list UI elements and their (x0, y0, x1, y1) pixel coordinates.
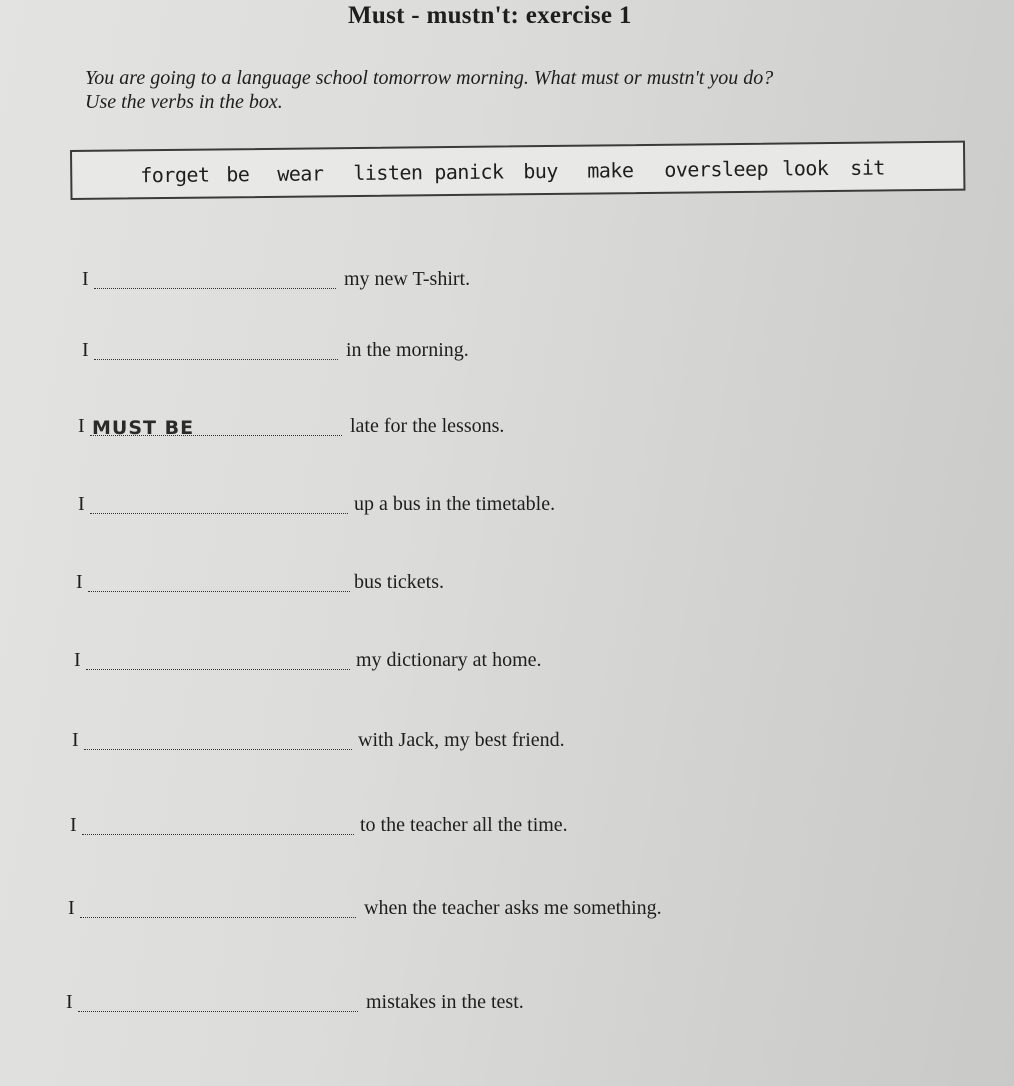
verb-forget: forget (140, 162, 210, 188)
exercise-subject: I (82, 268, 89, 290)
exercise-2 (82, 336, 512, 366)
exercise-completion: when the teacher asks me something. (364, 897, 662, 919)
exercise-9 (68, 894, 768, 924)
exercise-10 (66, 988, 626, 1018)
exercise-8 (70, 811, 650, 841)
exercise-6 (74, 646, 614, 676)
answer-blank-10[interactable] (78, 989, 358, 1012)
verb-box (70, 141, 965, 200)
instructions (85, 66, 945, 114)
verb-look: look (782, 156, 829, 181)
answer-blank-8[interactable] (82, 812, 354, 835)
exercise-3 (78, 412, 558, 442)
exercise-subject: I (78, 493, 85, 515)
answer-blank-1[interactable] (94, 266, 336, 289)
exercise-subject: I (76, 571, 83, 593)
instructions-line-2: Use the verbs in the box. (85, 91, 283, 113)
answer-blank-9[interactable] (80, 895, 356, 918)
verb-make: make (587, 158, 634, 183)
verb-be: be (226, 162, 250, 187)
exercise-subject: I (82, 339, 89, 361)
exercise-subject: I (72, 729, 79, 751)
exercise-5 (76, 568, 506, 598)
exercise-subject: I (70, 814, 77, 836)
exercise-subject: I (74, 649, 81, 671)
exercise-completion: bus tickets. (354, 571, 444, 593)
verb-panick: panick (434, 159, 504, 185)
exercise-completion: in the morning. (346, 339, 469, 361)
exercise-completion: mistakes in the test. (366, 991, 524, 1013)
exercise-4 (78, 490, 618, 520)
verb-listen: listen (353, 160, 423, 186)
exercise-completion: up a bus in the timetable. (354, 493, 556, 515)
exercise-subject: I (78, 415, 85, 437)
exercise-completion: to the teacher all the time. (360, 814, 568, 836)
verb-sit: sit (850, 155, 885, 180)
exercise-completion: with Jack, my best friend. (358, 729, 565, 751)
exercise-subject: I (66, 991, 73, 1013)
answer-blank-4[interactable] (90, 491, 348, 514)
answer-text: MUST BE (92, 417, 195, 439)
verb-buy: buy (523, 158, 558, 184)
verb-oversleep: oversleep (664, 156, 769, 182)
exercise-subject: I (68, 897, 75, 919)
exercise-completion: late for the lessons. (350, 415, 505, 437)
verb-wear: wear (277, 161, 324, 186)
worksheet-title: Must - mustn't: exercise 1 (348, 2, 632, 29)
answer-blank-6[interactable] (86, 647, 350, 670)
exercise-completion: my dictionary at home. (356, 649, 542, 671)
exercise-7 (72, 726, 632, 756)
exercise-completion: my new T-shirt. (344, 268, 471, 290)
exercise-1 (82, 265, 512, 295)
answer-blank-5[interactable] (88, 569, 350, 592)
answer-blank-7[interactable] (84, 727, 352, 750)
answer-blank-2[interactable] (94, 337, 338, 360)
instructions-line-1: You are going to a language school tomorrow morning. What must or mustn't you do? (85, 67, 774, 89)
